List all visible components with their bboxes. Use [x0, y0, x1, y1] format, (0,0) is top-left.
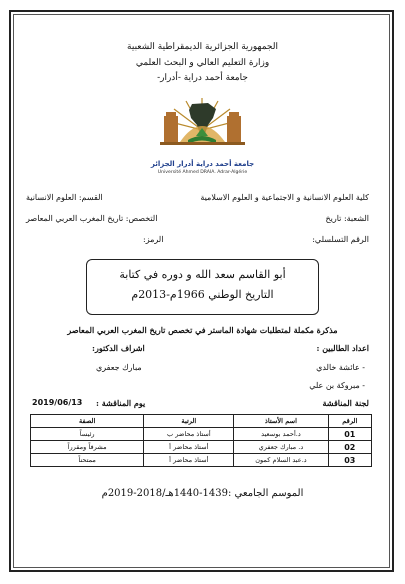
- supervisor-name: مبارك جعفري: [96, 363, 142, 372]
- logo-latin-name: Université Ahmed DRAIA. Adrar-Algérie: [157, 170, 248, 175]
- republic-name: الجمهورية الجزائرية الديمقراطية الشعبية: [127, 42, 278, 52]
- defense-date-value: 2019/06/13: [32, 398, 83, 407]
- row-number: 03: [328, 454, 371, 467]
- row-professor-name: د.أحمد بوسعيد: [234, 428, 328, 441]
- table-row: [31, 441, 372, 454]
- student-name-1: - عائشة خالدي: [316, 363, 365, 372]
- thesis-purpose: مذكرة مكملة لمتطلبات شهادة الماستر في تخصص تاريخ المغرب العربي المعاصر: [67, 325, 338, 335]
- logo-arabic-name: جامعة أحمد دراية أدرار الجزائر: [150, 160, 255, 168]
- thesis-title-line2: التاريخ الوطني 1966م-2013م: [131, 288, 274, 301]
- row-role: رئيساً: [31, 428, 144, 441]
- header-rank: الرتبة: [144, 415, 234, 428]
- table-row: [31, 454, 372, 467]
- row-rank: أستاذ محاضر أ: [144, 441, 234, 454]
- student-name-2: - مبروكة بن علي: [309, 381, 365, 390]
- department-name: القسم: العلوم الانسانية: [26, 193, 103, 202]
- university-logo: [150, 92, 255, 162]
- thesis-title-line1: أبو القاسم سعد الله و دوره في كتابة: [119, 268, 286, 281]
- faculty-name: كلية العلوم الانسانية و الاجتماعية و العلوم الاسلامية: [200, 193, 369, 202]
- thesis-title-box: [86, 259, 319, 315]
- row-professor-name: د. مبارك جعفري: [234, 441, 328, 454]
- row-rank: أستاذ محاضر ب: [144, 428, 234, 441]
- header-role: الصفة: [31, 415, 144, 428]
- university-logo-icon: [150, 92, 255, 162]
- jury-table-header-row: [31, 415, 372, 428]
- ministry-name: وزارة التعليم العالي و البحث العلمي: [135, 58, 270, 68]
- header-number: الرقم: [328, 415, 371, 428]
- row-number: 01: [328, 428, 371, 441]
- students-label: اعداد الطالبين :: [316, 343, 369, 353]
- row-rank: أستاذ محاضر أ: [144, 454, 234, 467]
- serial-number-label: الرقم التسلسلي:: [312, 235, 369, 244]
- table-row: [31, 428, 372, 441]
- row-role: ممتحناً: [31, 454, 144, 467]
- row-role: مشرفاً ومقرراً: [31, 441, 144, 454]
- code-label: الرمز:: [143, 235, 164, 244]
- jury-table: [30, 414, 372, 467]
- committee-label: لجنة المناقشة: [322, 398, 369, 408]
- supervisor-label: اشراف الدكتور:: [92, 343, 145, 353]
- header-professor-name: اسم الأستاذ: [234, 415, 328, 428]
- university-name: جامعة أحمد دراية -أدرار-: [157, 73, 248, 83]
- specialty-name: التخصص: تاريخ المغرب العربي المعاصر: [26, 214, 158, 223]
- row-professor-name: د.عبد السلام كمون: [234, 454, 328, 467]
- academic-year: الموسم الجامعي :1439-1440هـ/2018-2019م: [101, 488, 304, 499]
- branch-name: الشعبة: تاريخ: [325, 214, 369, 223]
- defense-date-label: يوم المناقشة :: [96, 398, 146, 408]
- row-number: 02: [328, 441, 371, 454]
